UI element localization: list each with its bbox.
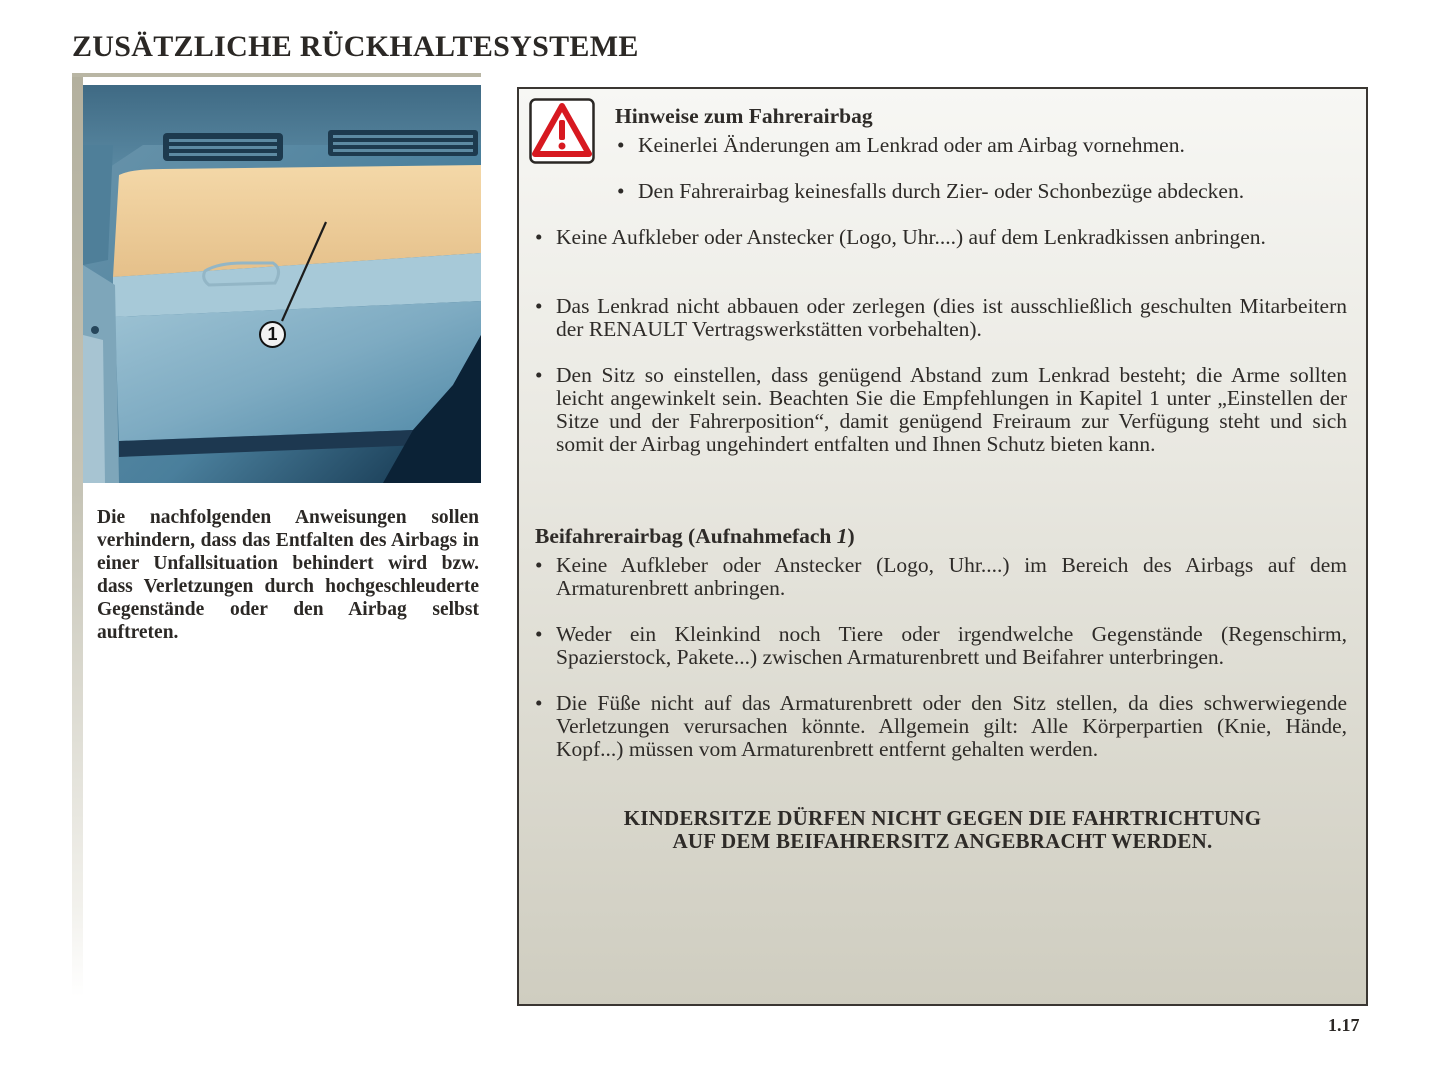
list-item: • Das Lenkrad nicht abbauen oder zerlegen (dies ist ausschließlich geschulten Mitarbeitern der RENAULT Vertragswerkstätten vorbehalten). bbox=[535, 294, 1347, 341]
bullet-dot-icon: • bbox=[535, 691, 543, 715]
child-seat-warning: KINDERSITZE DÜRFEN NICHT GEGEN DIE FAHRTRICHTUNG AUF DEM BEIFAHRERSITZ ANGEBRACHT WERDEN. bbox=[623, 806, 1262, 853]
page-title: ZUSÄTZLICHE RÜCKHALTESYSTEME bbox=[72, 30, 639, 63]
bullet-dot-icon: • bbox=[535, 225, 543, 249]
dashboard-photo bbox=[83, 85, 481, 483]
bullet-dot-icon: • bbox=[617, 133, 625, 157]
page-number: 1.17 bbox=[1328, 1015, 1360, 1035]
warning-box bbox=[517, 87, 1368, 1006]
passenger-airbag-heading: Beifahrerairbag (Aufnahmefach 1) bbox=[535, 524, 855, 548]
list-item: • Weder ein Kleinkind noch Tiere oder irgendwelche Gegenstände (Regenschirm, Spazierstock, Pakete...) zwischen Armaturenbrett und Beifahrer unterbringen. bbox=[535, 622, 1347, 669]
list-item: • Keine Aufkleber oder Anstecker (Logo, Uhr....) im Bereich des Airbags auf dem Armaturenbrett anbringen. bbox=[535, 553, 1347, 600]
driver-airbag-heading: Hinweise zum Fahrerairbag bbox=[615, 104, 873, 128]
bullet-dot-icon: • bbox=[535, 622, 543, 646]
list-item: • Die Füße nicht auf das Armaturenbrett oder den Sitz stellen, da dies schwerwiegende Verletzungen verursachen könnte. Allgemein gilt: Alle Körperpartien (Knie, Hände, Kopf...) müssen vom Armaturenbrett entfernt gehalten werden. bbox=[535, 691, 1347, 761]
heading-ref-number: 1 bbox=[836, 524, 848, 548]
callout-marker bbox=[259, 321, 286, 348]
bullet-dot-icon: • bbox=[535, 363, 543, 387]
title-rule bbox=[72, 73, 481, 77]
intro-text: Die nachfolgenden Anweisungen sollen verhindern, dass das Entfalten des Airbags in einer Unfallsituation behindert wird bzw. dass Verletzungen durch hochgeschleuderte Gegenstände oder den Airbag selbst auftreten. bbox=[97, 507, 479, 643]
bullet-dot-icon: • bbox=[535, 294, 543, 318]
list-item: • Keinerlei Änderungen am Lenkrad oder am Airbag vornehmen. bbox=[617, 133, 1185, 157]
bullet-dot-icon: • bbox=[535, 553, 543, 577]
bullet-dot-icon: • bbox=[617, 179, 625, 203]
list-item: • Den Sitz so einstellen, dass genügend Abstand zum Lenkrad besteht; die Arme sollten leicht angewinkelt sein. Beachten Sie die Empfehlungen in Kapitel 1 unter „Einstellen der Sitze und der Fahrerposition“, damit genügend Freiraum zur Verfügung steht und sich somit der Airbag ungehindert entfalten und Ihnen Schutz bieten kann. bbox=[535, 363, 1347, 456]
list-item: • Keine Aufkleber oder Anstecker (Logo, Uhr....) auf dem Lenkradkissen anbringen. bbox=[535, 225, 1266, 249]
list-item: • Den Fahrerairbag keinesfalls durch Zier- oder Schonbezüge abdecken. bbox=[617, 179, 1245, 203]
callout-label: 1 bbox=[267, 324, 278, 344]
left-margin-bar bbox=[72, 77, 83, 997]
